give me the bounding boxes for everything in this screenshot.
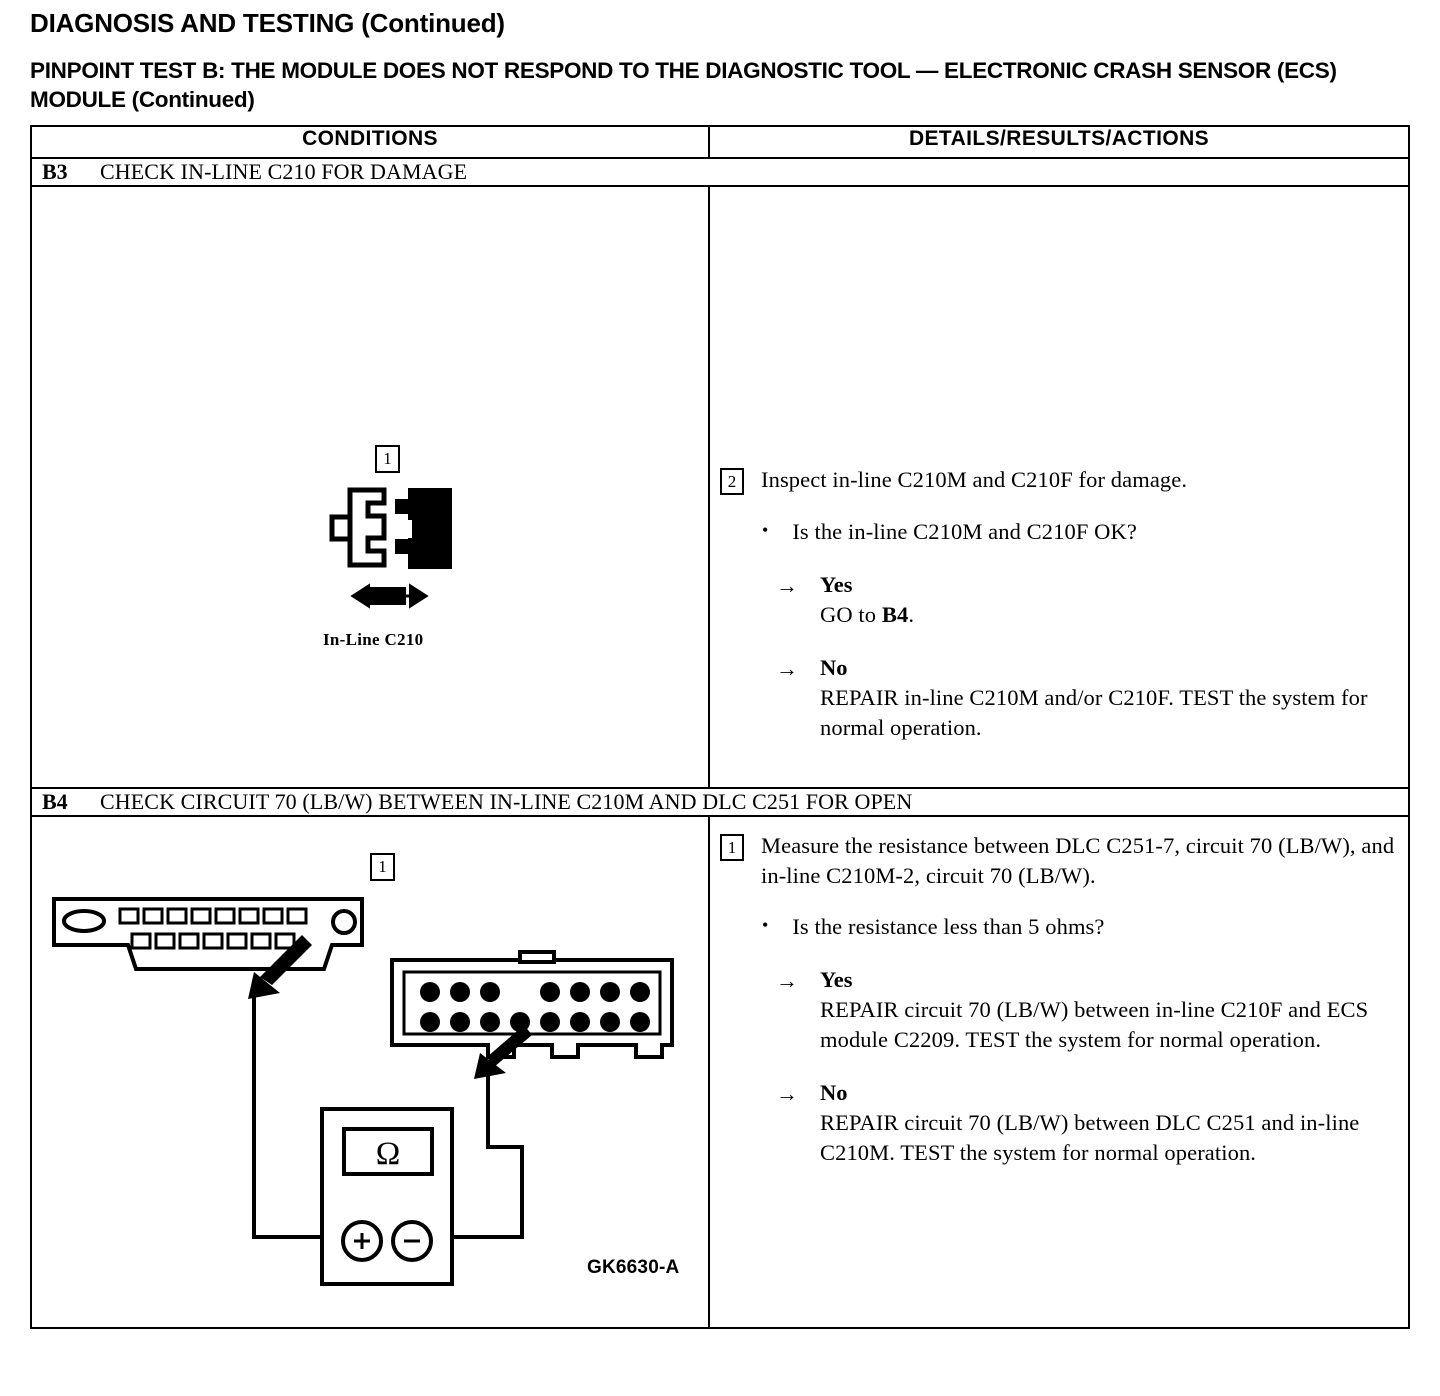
column-header-conditions: CONDITIONS: [31, 126, 709, 158]
answer-yes-label: Yes: [820, 967, 853, 993]
answer-no-label: No: [820, 1080, 848, 1106]
page-title: DIAGNOSIS AND TESTING (Continued): [30, 8, 505, 38]
step-row-b4-body: [31, 816, 1409, 1328]
bullet-icon: •: [762, 519, 769, 540]
answer-no-body: REPAIR in-line C210M and/or C210F. TEST the system for normal operation.: [820, 684, 1368, 740]
figure-code: GK6630-A: [587, 1256, 680, 1278]
figure-inline-c210: [32, 187, 708, 787]
step-b4-title: CHECK CIRCUIT 70 (LB/W) BETWEEN IN-LINE C210M AND DLC C251 FOR OPEN: [100, 788, 913, 814]
answer-yes-label: Yes: [820, 571, 853, 597]
step-b3-heading-cell: [31, 158, 1409, 186]
answer-no-label: No: [820, 654, 848, 680]
question-text: Is the resistance less than 5 ohms?: [792, 914, 1105, 940]
arrow-right-icon: →: [776, 1081, 798, 1107]
answer-yes-row: [720, 966, 1396, 1055]
answer-no-row: [720, 1079, 1396, 1168]
table-header-row: [31, 126, 1409, 158]
inline-c210-connector-drawing: [32, 187, 710, 787]
step-b4-conditions-cell: [31, 816, 709, 1328]
step-b3-label: B3: [42, 158, 68, 184]
answer-yes-body-post: .: [908, 601, 915, 627]
step-b4-details-cell: [709, 816, 1409, 1328]
bullet-icon: •: [762, 915, 769, 936]
instruction-text: Measure the resistance between DLC C251-7, circuit 70 (LB/W), and in-line C210M-2, circuit 70 (LB/W).: [761, 832, 1395, 888]
answer-no-row: [720, 654, 1396, 743]
step-row-b3-title: [31, 158, 1409, 186]
answer-yes-body: REPAIR circuit 70 (LB/W) between in-line C210F and ECS module C2209. TEST the system for normal operation.: [820, 997, 1369, 1053]
column-header-details: DETAILS/RESULTS/ACTIONS: [709, 126, 1409, 158]
step-b3-title: CHECK IN-LINE C210 FOR DAMAGE: [100, 158, 468, 184]
arrow-right-icon: →: [776, 968, 798, 994]
details-spacer: [720, 187, 1396, 455]
answer-yes-body-pre: GO to: [820, 601, 882, 627]
figure-callout-1: 1: [375, 445, 400, 473]
answer-no-body: REPAIR circuit 70 (LB/W) between DLC C251 and in-line C210M. TEST the system for normal operation.: [820, 1110, 1360, 1166]
step-b3-instruction-block: [720, 465, 1396, 743]
step-b4-label: B4: [42, 788, 68, 814]
answer-yes-body-bold: B4: [881, 601, 909, 627]
question-text: Is the in-line C210M and C210F OK?: [792, 518, 1137, 544]
arrow-right-icon: →: [776, 572, 798, 598]
step-row-b3-body: [31, 186, 1409, 788]
page: [0, 8, 1440, 1396]
svg-text:Ω: Ω: [375, 1135, 401, 1172]
figure-caption-inline-c210: In-Line C210: [323, 629, 424, 649]
instruction-text: Inspect in-line C210M and C210F for damage.: [761, 466, 1188, 492]
pinpoint-test-title: PINPOINT TEST B: THE MODULE DOES NOT RESPOND TO THE DIAGNOSTIC TOOL — ELECTRONIC CRASH SENSOR (ECS) MODULE (Continued): [30, 58, 1337, 112]
step-row-b4-title: [31, 788, 1409, 816]
step-b4-instruction-block: [720, 831, 1396, 1169]
step-b3-details-cell: [709, 186, 1409, 788]
answer-yes-row: [720, 571, 1396, 630]
figure-callout-1: 1: [370, 853, 395, 881]
dlc-connector-and-meter-drawing: [32, 817, 710, 1327]
instruction-callout-number: 1: [720, 834, 744, 861]
answer-yes-body: [820, 600, 914, 630]
arrow-right-icon: →: [776, 655, 798, 681]
instruction-callout-number: 2: [720, 468, 744, 495]
question-bullet-row: [720, 517, 1396, 547]
step-b4-heading-cell: [31, 788, 1409, 816]
pinpoint-test-table: [30, 125, 1410, 1329]
figure-dlc-meter: [32, 817, 708, 1327]
question-bullet-row: [720, 912, 1396, 942]
step-b3-conditions-cell: [31, 186, 709, 788]
